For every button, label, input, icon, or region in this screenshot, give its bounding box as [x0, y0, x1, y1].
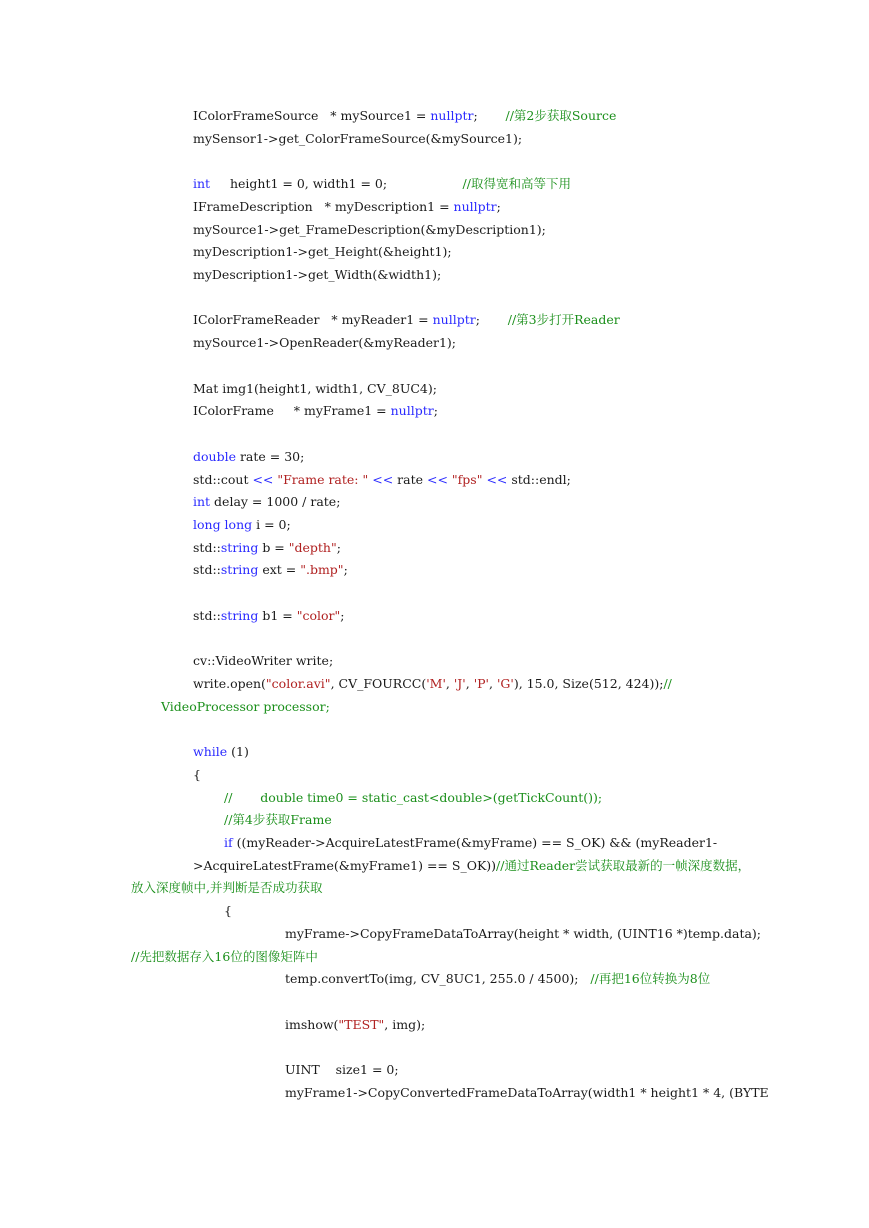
code-keyword: nullptr [453, 199, 497, 214]
code-text: std:: [193, 540, 221, 555]
code-comment: //第3步打开Reader [507, 312, 620, 327]
code-keyword: string [220, 608, 259, 623]
code-keyword: << [372, 472, 394, 487]
code-line [193, 676, 672, 692]
code-string: "Frame rate: " [277, 472, 369, 487]
code-string: 'M' [426, 676, 446, 691]
code-text: , [445, 676, 454, 691]
code-string: "TEST" [338, 1017, 385, 1032]
code-line [285, 1017, 425, 1033]
code-comment: VideoProcessor processor; [161, 699, 330, 714]
code-keyword: string [220, 562, 259, 577]
code-line [193, 381, 437, 397]
code-line [193, 608, 344, 624]
code-comment: // [663, 676, 672, 691]
code-text: Mat img1(height1, width1, CV_8UC4); [193, 381, 437, 396]
code-text: ; [496, 199, 501, 214]
code-keyword: while [193, 744, 228, 759]
code-comment: //再把16位转换为8位 [590, 971, 711, 986]
code-text: temp.convertTo(img, CV_8UC1, 255.0 / 4500); [285, 971, 591, 986]
code-string: 'J' [453, 676, 466, 691]
code-text: ; [336, 540, 341, 555]
code-line [224, 835, 717, 851]
code-text: ; [340, 608, 345, 623]
code-text: (1) [227, 744, 249, 759]
code-text: rate [393, 472, 427, 487]
code-text: myDescription1->get_Width(&width1); [193, 267, 442, 282]
code-text: UINT size1 = 0; [285, 1062, 399, 1077]
code-string: 'P' [473, 676, 489, 691]
code-text: , [465, 676, 474, 691]
code-comment: 放入深度帧中,并判断是否成功获取 [131, 880, 323, 895]
code-comment: //先把数据存入16位的图像矩阵中 [131, 949, 318, 964]
code-string: "fps" [451, 472, 483, 487]
code-text: imshow( [285, 1017, 339, 1032]
code-text: delay = 1000 / rate; [210, 494, 341, 509]
code-line [193, 108, 616, 124]
code-text: myFrame1->CopyConvertedFrameDataToArray(width1 * height1 * 4, (BYTE [285, 1085, 769, 1100]
code-text: mySensor1->get_ColorFrameSource(&mySource1); [193, 131, 523, 146]
code-line [193, 494, 340, 510]
code-comment: // double time0 = static_cast<double>(getTickCount()); [224, 790, 603, 805]
code-line [161, 699, 330, 715]
code-line [193, 335, 456, 351]
code-line [285, 971, 710, 987]
code-line [193, 244, 452, 260]
code-keyword: if [224, 835, 233, 850]
code-text: IColorFrameReader * myReader1 = [193, 312, 433, 327]
code-text: ; [343, 562, 348, 577]
code-text: ; [433, 403, 438, 418]
code-text: b1 = [258, 608, 297, 623]
code-string: "color.avi" [265, 676, 331, 691]
code-text: height1 = 0, width1 = 0; [210, 176, 463, 191]
code-text: >AcquireLatestFrame(&myFrame1) == S_OK)) [193, 858, 497, 873]
code-line [193, 131, 522, 147]
code-text: myFrame->CopyFrameDataToArray(height * width, (UINT16 *)temp.data); [285, 926, 762, 941]
code-string: "depth" [288, 540, 337, 555]
code-keyword: nullptr [430, 108, 474, 123]
code-line [193, 176, 571, 192]
code-keyword: << [252, 472, 274, 487]
code-line [193, 653, 333, 669]
code-text: mySource1->OpenReader(&myReader1); [193, 335, 457, 350]
code-line [193, 403, 438, 419]
code-line [285, 1085, 769, 1101]
code-text: std:: [193, 608, 221, 623]
code-string: 'G' [496, 676, 514, 691]
code-line [193, 562, 348, 578]
code-keyword: << [426, 472, 448, 487]
code-keyword: int [193, 176, 211, 191]
code-text: std:: [193, 562, 221, 577]
code-line [131, 949, 318, 965]
code-keyword: int [193, 494, 211, 509]
code-keyword: nullptr [390, 403, 434, 418]
code-text: mySource1->get_FrameDescription(&myDescription1); [193, 222, 546, 237]
code-text: myDescription1->get_Height(&height1); [193, 244, 452, 259]
code-comment: //取得宽和高等下用 [462, 176, 571, 191]
code-text: std::endl; [507, 472, 571, 487]
code-line [193, 472, 571, 488]
code-text: IColorFrame * myFrame1 = [193, 403, 391, 418]
code-keyword: string [220, 540, 259, 555]
code-line [193, 267, 441, 283]
code-text: { [193, 767, 201, 782]
code-text: i = 0; [252, 517, 291, 532]
code-text: , img); [384, 1017, 426, 1032]
code-line [193, 199, 501, 215]
code-text: ((myReader->AcquireLatestFrame(&myFrame) == S_OK) && (myReader1- [232, 835, 718, 850]
code-line [224, 903, 232, 919]
code-line [193, 540, 341, 556]
code-line [131, 880, 322, 896]
code-text: ; [473, 108, 506, 123]
code-text: , [489, 676, 497, 691]
code-keyword: nullptr [432, 312, 476, 327]
code-text: write.open( [193, 676, 266, 691]
code-text: cv::VideoWriter write; [193, 653, 334, 668]
code-comment: //通过Reader尝试获取最新的一帧深度数据， [496, 858, 751, 873]
code-keyword: << [486, 472, 508, 487]
code-line [224, 812, 332, 828]
code-text: IColorFrameSource * mySource1 = [193, 108, 431, 123]
code-line [193, 517, 291, 533]
code-line [193, 312, 620, 328]
code-string: "color" [296, 608, 341, 623]
code-line [193, 449, 304, 465]
code-comment: //第2步获取Source [505, 108, 617, 123]
code-text: b = [258, 540, 289, 555]
code-line [285, 1062, 399, 1078]
code-line [193, 222, 546, 238]
code-line [224, 790, 602, 806]
code-line [193, 744, 249, 760]
code-keyword: long long [193, 517, 253, 532]
code-text: rate = 30; [235, 449, 305, 464]
code-text: { [224, 903, 232, 918]
code-line [193, 767, 201, 783]
code-text: IFrameDescription * myDescription1 = [193, 199, 454, 214]
code-text: , CV_FOURCC( [330, 676, 427, 691]
code-comment: //第4步获取Frame [224, 812, 332, 827]
code-text: ; [475, 312, 508, 327]
code-text: ), 15.0, Size(512, 424)); [513, 676, 664, 691]
code-text: ext = [258, 562, 301, 577]
code-keyword: double [193, 449, 236, 464]
code-line [193, 858, 750, 874]
code-string: ".bmp" [300, 562, 344, 577]
code-line [285, 926, 761, 942]
code-text: std::cout [193, 472, 253, 487]
